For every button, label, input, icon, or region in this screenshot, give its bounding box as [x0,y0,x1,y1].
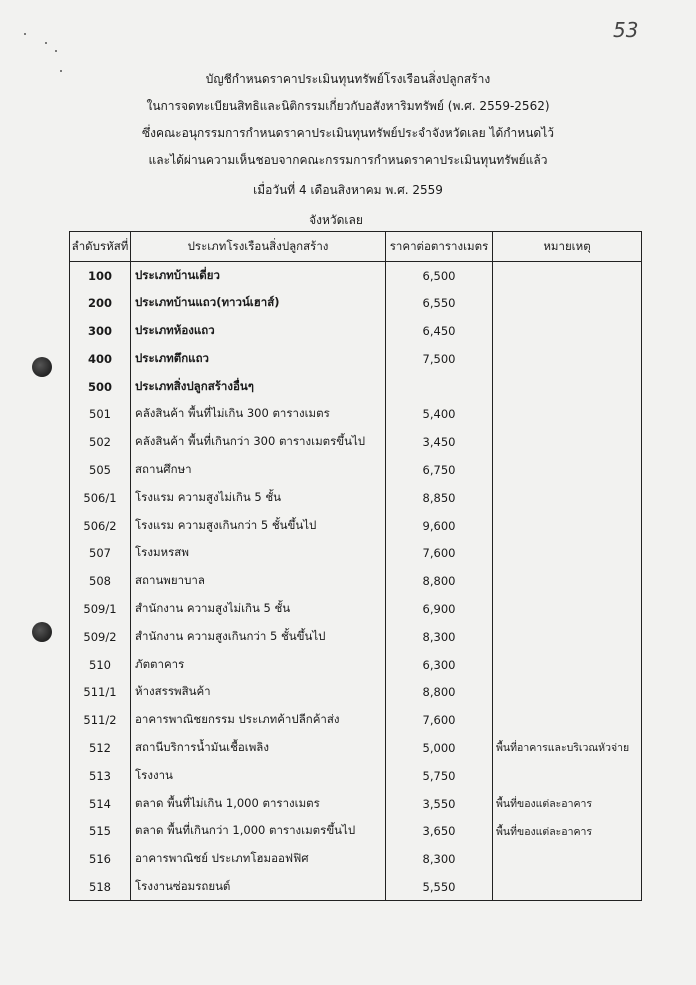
cell-building-type: สำนักงาน ความสูงเกินกว่า 5 ชั้นขึ้นไป [131,623,386,651]
cell-building-type: โรงงานซ่อมรถยนต์ [131,873,386,901]
table-row [70,845,642,873]
cell-note [493,651,642,679]
cell-building-type: สำนักงาน ความสูงไม่เกิน 5 ชั้น [131,595,386,623]
cell-price: 6,450 [386,317,493,345]
cell-code: 512 [70,734,131,762]
committee-line: ซึ่งคณะอนุกรรมการกำหนดราคาประเมินทุนทรัพย์ประจำจังหวัดเลย ได้กำหนดไว้ [142,126,554,140]
handwritten-page-number: 53 [613,18,639,42]
table-row [70,567,642,595]
cell-code: 508 [70,567,131,595]
table-row [70,595,642,623]
column-header-note: หมายเหตุ [493,232,642,262]
cell-price [386,373,493,401]
cell-code: 513 [70,762,131,790]
cell-building-type: อาคารพาณิชย์ ประเภทโฮมออฟฟิศ [131,845,386,873]
cell-code: 506/2 [70,512,131,540]
cell-building-type: ประเภทบ้านเดี่ยว [131,262,386,290]
table-row [70,651,642,679]
table-header-row [70,232,642,262]
cell-price: 6,550 [386,289,493,317]
cell-building-type: ตลาด พื้นที่เกินกว่า 1,000 ตารางเมตรขึ้นไป [131,817,386,845]
cell-building-type: ประเภทห้องแถว [131,317,386,345]
cell-note [493,567,642,595]
cell-code: 500 [70,373,131,401]
cell-price: 9,600 [386,512,493,540]
cell-code: 511/2 [70,706,131,734]
cell-note [493,262,642,290]
table-row [70,678,642,706]
cell-note [493,678,642,706]
cell-code: 516 [70,845,131,873]
cell-building-type: สถานีบริการน้ำมันเชื้อเพลิง [131,734,386,762]
cell-price: 6,500 [386,262,493,290]
cell-code: 511/1 [70,678,131,706]
cell-building-type: ประเภทสิ่งปลูกสร้างอื่นๆ [131,373,386,401]
table-row [70,400,642,428]
cell-note [493,873,642,901]
cell-code: 514 [70,790,131,818]
paper-speck [24,33,26,35]
cell-price: 8,300 [386,623,493,651]
cell-note [493,484,642,512]
table-row [70,484,642,512]
cell-code: 506/1 [70,484,131,512]
cell-note [493,762,642,790]
date-line: เมื่อวันที่ 4 เดือนสิงหาคม พ.ศ. 2559 [253,183,443,197]
cell-building-type: โรงแรม ความสูงเกินกว่า 5 ชั้นขึ้นไป [131,512,386,540]
column-header-code: ลำดับรหัสที่ [70,232,131,262]
cell-building-type: คลังสินค้า พื้นที่ไม่เกิน 300 ตารางเมตร [131,400,386,428]
cell-price: 6,750 [386,456,493,484]
column-header-price: ราคาต่อตารางเมตร [386,232,493,262]
cell-code: 507 [70,539,131,567]
cell-building-type: อาคารพาณิชยกรรม ประเภทค้าปลีกค้าส่ง [131,706,386,734]
cell-code: 509/1 [70,595,131,623]
cell-code: 400 [70,345,131,373]
table-row [70,817,642,845]
cell-building-type: โรงมหรสพ [131,539,386,567]
table-row [70,428,642,456]
table-row [70,623,642,651]
cell-note: พื้นที่ของแต่ละอาคาร [493,817,642,845]
cell-price: 8,850 [386,484,493,512]
cell-price: 6,300 [386,651,493,679]
cell-note [493,595,642,623]
cell-price: 8,800 [386,678,493,706]
cell-code: 100 [70,262,131,290]
cell-code: 515 [70,817,131,845]
cell-price: 6,900 [386,595,493,623]
cell-price: 5,750 [386,762,493,790]
cell-note: พื้นที่ของแต่ละอาคาร [493,790,642,818]
cell-building-type: ประเภทตึกแถว [131,345,386,373]
cell-code: 502 [70,428,131,456]
cell-building-type: ห้างสรรพสินค้า [131,678,386,706]
cell-price: 3,450 [386,428,493,456]
document-title: บัญชีกำหนดราคาประเมินทุนทรัพย์โรงเรือนสิ่งปลูกสร้าง [205,72,491,86]
cell-price: 3,550 [386,790,493,818]
cell-building-type: โรงงาน [131,762,386,790]
cell-building-type: ภัตตาคาร [131,651,386,679]
cell-code: 200 [70,289,131,317]
cell-price: 7,600 [386,706,493,734]
table-row [70,345,642,373]
cell-building-type: ตลาด พื้นที่ไม่เกิน 1,000 ตารางเมตร [131,790,386,818]
table-row [70,706,642,734]
cell-note [493,845,642,873]
table-row [70,734,642,762]
cell-note [493,623,642,651]
punch-hole [32,622,52,642]
price-table [69,231,642,901]
table-row [70,790,642,818]
paper-speck [45,42,47,44]
table-row [70,512,642,540]
table-row [70,289,642,317]
cell-note [493,345,642,373]
cell-note [493,373,642,401]
cell-price: 5,000 [386,734,493,762]
cell-note [493,428,642,456]
table-row [70,873,642,901]
cell-code: 501 [70,400,131,428]
table-row [70,317,642,345]
cell-note [493,706,642,734]
cell-price: 5,550 [386,873,493,901]
cell-price: 7,500 [386,345,493,373]
table-row [70,373,642,401]
cell-note [493,289,642,317]
cell-code: 510 [70,651,131,679]
cell-price: 8,300 [386,845,493,873]
table-row [70,762,642,790]
cell-code: 300 [70,317,131,345]
cell-building-type: คลังสินค้า พื้นที่เกินกว่า 300 ตารางเมตรขึ้นไป [131,428,386,456]
cell-note [493,400,642,428]
column-header-type: ประเภทโรงเรือนสิ่งปลูกสร้าง [131,232,386,262]
cell-price: 8,800 [386,567,493,595]
cell-building-type: โรงแรม ความสูงไม่เกิน 5 ชั้น [131,484,386,512]
punch-hole [32,357,52,377]
table-row [70,539,642,567]
cell-code: 518 [70,873,131,901]
cell-code: 509/2 [70,623,131,651]
cell-code: 505 [70,456,131,484]
province-label: จังหวัดเลย [309,213,363,227]
table-row [70,262,642,290]
cell-building-type: ประเภทบ้านแถว(ทาวน์เฮาส์) [131,289,386,317]
table-row [70,456,642,484]
cell-building-type: สถานพยาบาล [131,567,386,595]
cell-note: พื้นที่อาคารและบริเวณหัวจ่าย [493,734,642,762]
cell-price: 3,650 [386,817,493,845]
document-subtitle: ในการจดทะเบียนสิทธิและนิติกรรมเกี่ยวกับอสังหาริมทรัพย์ (พ.ศ. 2559-2562) [146,99,550,113]
cell-note [493,317,642,345]
cell-note [493,539,642,567]
cell-price: 7,600 [386,539,493,567]
approval-line: และได้ผ่านความเห็นชอบจากคณะกรรมการกำหนดราคาประเมินทุนทรัพย์แล้ว [148,153,548,167]
cell-note [493,512,642,540]
cell-note [493,456,642,484]
cell-price: 5,400 [386,400,493,428]
cell-building-type: สถานศึกษา [131,456,386,484]
paper-speck [55,50,57,52]
